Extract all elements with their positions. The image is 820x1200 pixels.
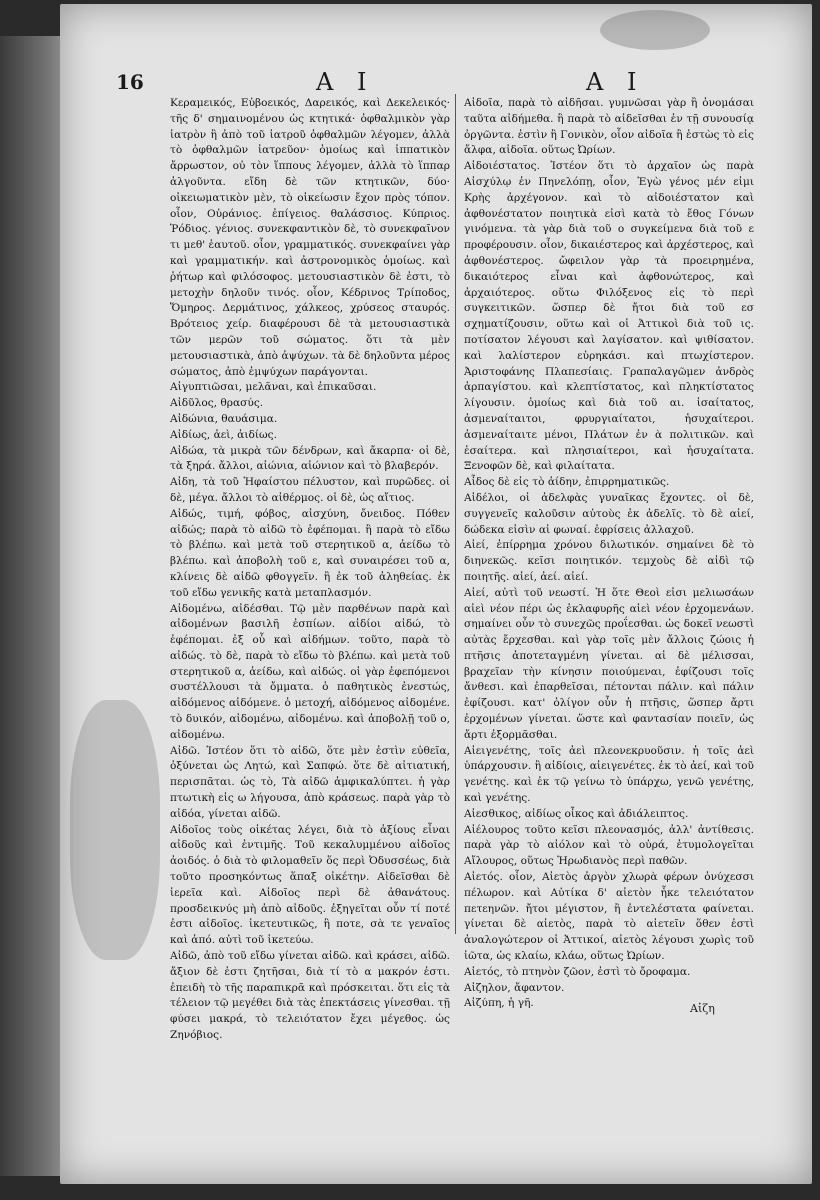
paper-stain bbox=[70, 700, 160, 960]
dictionary-entry: Αἰγυπτιῶσαι, μελᾶναι, καὶ ἐπικαῦσαι. bbox=[170, 381, 377, 394]
dictionary-entry: Αἰδώα, τὰ μικρὰ τῶν δένδρων, καὶ ἄκαρπα· οἱ δὲ, τὰ ξηρά. ἄλλοι, αἰώνια, αἰώνιον καὶ τὸ βλαβερόν. bbox=[170, 444, 450, 473]
dictionary-entry: Αἰεί, αὐτὶ τοῦ νεωστί. Ἡ ὅτε Θεοὶ εἰσι μελιωσάων αἰεὶ νέον πέρι ὡς ἐκλαφυρῆς αἰεὶ νέον ἐρχομενάων. σημαίνει οὖν τὸ συνεχῶς προΐεσθαι. ὡς δοκεῖ νεωστὶ αὐτὰς ἔρχεσθαι. καὶ γὰρ τοῖς μὲν ἄλλοις ζώοις ἡ πτῆσις ἀποτεταγμένη γίνεται. αἱ δὲ μέλισσαι, βραχεῖαν τὴν κίνησιν ποιούμεναι, ἐφίζουσι τοῖς ἄνθεσι. καὶ ἐπαρθεῖσαι, πέτονται πάλιν. καὶ πάλιν ἐφίζουσι. κατ' ὀλίγον οὖν ἡ πτῆσις, ὥσπερ ἄρτι ἐρχομένων γίνεται. ὥστε καὶ φαντασίαν ποιεῖν, ὡς ἄρτι ἐξορμᾶσθαι. bbox=[464, 586, 754, 741]
dictionary-entry: Αἰδῶ. Ἰστέον ὅτι τὸ αἰδῶ, ὅτε μὲν ἐστὶν εὐθεῖα, ὀξύνεται ὡς Λητώ, καὶ Σαπφώ. ὅτε δὲ αἰτιατική, περισπᾶται. ὡς τὸ, Τὰ αἰδῶ ἀμφικαλύπτει. ἡ γὰρ πτωτικὴ εἰς ω λήγουσα, ἀπὸ κράσεως. παρὰ γὰρ τὸ αἰδόα, γίνεται αἰδῶ. bbox=[170, 744, 450, 820]
dictionary-entry: Αἰδίως, ἀεὶ, ἀιδίως. bbox=[170, 428, 277, 441]
dictionary-entry: Αἰειγενέτης, τοῖς ἀεὶ πλεονεκρυοῦσιν. ἡ τοῖς ἀεὶ ὑπάρχουσιν. ἢ αἰδίοις, αἰειγενέτες. ἐκ τὸ ἀεί, καὶ τοῦ γενέτης. καὶ ἐκ τῷ γείνω τὸ ὑπάρχω, γενῶ γενέτης, καὶ γενέτης. bbox=[464, 744, 754, 805]
dictionary-entry: Αἰδοιέστατος. Ἰστέον ὅτι τὸ ἀρχαῖον ὡς παρὰ Αἰσχύλῳ ἐν Πηνελόπῃ, οἷον, Ἐγὼ γένος μέν εἰμι Κρὴς ἀρχέγονον. καὶ τὸ αἰδοιέστατον καὶ ἀφθονέστατον ποιητικὰ εἰσὶ κατὰ τὸ ἔθος Γόνων γινόμενα. τὰ γὰρ διὰ τοῦ ο συγκείμενα διὰ τοῦ ε προφέρουσιν. οἷον, δικαιέστερος καὶ ἀρχέστερος, καὶ ἀφθονέστερος. ὤφειλον γὰρ τὰ προειρημένα, δικαιότερος εἶναι καὶ ἀφθονώτερος, καὶ ἀρχαιότερος. οὕτω Φιλόξενος εἰς τὸ περὶ συγκειτικῶν. ὥσπερ δὲ ἤτοι διὰ τοῦ εσ σχηματίζουσιν, οὕτω καὶ οἱ Ἀττικοὶ διὰ τοῦ ις. ποτίσατον λέγουσι καὶ λαγίσατον. καὶ ψιθίσατον. καὶ λαλίστερον εὑρηκάσι. καὶ πτωχίστερον. Ἀριστοφάνης Πλαπεσίαις. Γραπαλαγῶμεν ἀνδρὸς ἁρπαγίστου. καὶ κλεπτίστατος, καὶ πληκτίστατος λίγουσιν. ὁμοίως καὶ διὰ τοῦ αι. ἰσαίτατος, ἀσμεναίταιτοι, φρυργιαίτατοι, ἡσυχαίτεροι. ἀσμεναίταιτε μένοι, Πλάτων ἐν ὰ πολιτικῶν. καὶ ἑσαίτερα. καὶ πλησιαίτεροι, καὶ ἡσυχαίτατα. Ξενοφῶν δὲ, καὶ φιλαίτατα. bbox=[464, 160, 754, 473]
column-divider bbox=[455, 94, 456, 934]
dictionary-entry: Αἰζηλον, ἄφαντον. bbox=[464, 981, 565, 994]
running-head-right: A I bbox=[586, 68, 645, 96]
right-column bbox=[464, 96, 754, 1012]
running-head-left: A I bbox=[316, 68, 375, 96]
dictionary-entry: Αἰδῶ, ἀπὸ τοῦ εἴδω γίνεται αἰδῶ. καὶ κράσει, αἰδῶ. ἄξιον δὲ ἐστι ζητῆσαι, διὰ τί τὸ α μακρόν ἐστι. ἐπειδὴ τὸ τῆς παραπικρᾶ καὶ πρόσκειται. ὅτι εἰς τὰ τέλειον τῷ μεγέθει διὰ τὰς ἐπεκτάσεις γίνεσθαι. τῇ φύσει μακρά, τὸ τελειότατον ἔχει μέγεθος. ὡς Ζηνόβιος. bbox=[170, 950, 450, 1042]
dictionary-entry: Αἶδος δὲ εἰς τὸ ἀίδην, ἐπιρρηματικῶς. bbox=[464, 476, 670, 489]
dictionary-entry: Αἰδέλοι, οἱ ἀδελφὰς γυναῖκας ἔχοντες. οἱ δὲ, συγγενεῖς καλοῦσιν αὐτοὺς ἐκ ἀδελῖς. τὸ δὲ αἰεί, δώδεκα εἰσὶν αἱ φωναί. ἐφρίσεις ἀλλαχοῦ. bbox=[464, 491, 754, 536]
dictionary-entry: Αἰεσθικος, αἰδίως οἶκος καὶ ἀδιάλειπτος. bbox=[464, 807, 689, 820]
page-number: 16 bbox=[116, 70, 144, 94]
dictionary-entry: Αἰδομένω, αἰδέσθαι. Τῷ μὲν παρθένων παρὰ καὶ αἰδομένων βασιλῆ ἐσπίων. αἰδίοι αἰδώ, τὸ ἐφέπομαι. ἐξ οὗ καὶ αἰδήμων. τοῦτο, παρὰ τὸ αἰδώς. τὸ δὲ, παρὰ τὸ εἴδω τὸ βλέπω. καὶ μετὰ τοῦ στερητικοῦ α, ἀείδω, καὶ αἰδώς. οἱ γὰρ ἐφεπόμενοι συστέλλουσι τὰ ὄμματα. ὁ παθητικὸς ἐνεστώς, αἰδόμενος αἰδόμενε. ὁ μετοχή, αἰδόμενος αἰδομένε. τὸ δυικόν, αἰδομένω, αἰδομένω. καὶ ἀποβολῇ τοῦ ο, αἰδομένω. bbox=[170, 602, 450, 741]
dictionary-entry: Αἰδώνια, θαυάσιμα. bbox=[170, 412, 278, 425]
dictionary-entry: Αἰέλουρος τοῦτο κεῖσι πλεονασμός, ἀλλ' ἀντίθεσις. παρὰ γὰρ τὸ αἰόλον καὶ τὸ οὐρά, ἐτυμολογεῖται Αἴλουρος, οὕτως Ἡρωδιανὸς περὶ παθῶν. bbox=[464, 823, 754, 868]
dictionary-entry: Αἰετός. οἷον, Αἰετὸς ἀργὸν χλωρὰ φέρων ὀνύχεσσι πέλωρον. καὶ Αὐτίκα δ' αἰετὸν ἧκε τελειότατον πετεηνῶν. ἤτοι μέγιστον, ἢ ἐντελέστατα φαίνεται. γίνεται δὲ αἰετὸς, παρὰ τὸ αἰετεῖν ὅθεν ἐστὶ ἀναλογώτερον οἱ Ἀττικοί, αἰετὸς λέγουσι χωρὶς τοῦ ἰῶτα, ὡς κλαίω, κλάω, οὕτως Ὠρίων. bbox=[464, 871, 754, 963]
dictionary-entry: Αἰδώς, τιμή, φόβος, αἰσχύνη, ὄνειδος. Πόθεν αἰδώς; παρὰ τὸ αἰδῶ τὸ ἐφέπομαι. ἢ παρὰ τὸ εἴδω τὸ βλέπω. καὶ μετὰ τοῦ στερητικοῦ α, ἀείδω τὸ βλέπω. καὶ ἀποβολὴ τοῦ ε, καὶ συναιρέσει τοῦ α, κλίνεις δὲ αἰδῶ φθογγεῖν. ἢ ἐκ τοῦ ἀληθείας. ἐκ τοῦ εἴδω γενικῆς κατὰ μεταπλασμόν. bbox=[170, 507, 450, 599]
page-header bbox=[116, 64, 766, 96]
dictionary-entry: Αἰδοῖα, παρὰ τὸ αἰδῆσαι. γυμνῶσαι γὰρ ἢ ὀνομάσαι ταῦτα αἰδήμεθα. ἢ παρὰ τὸ αἰδεῖσθαι ἐν τῇ συνουσίᾳ ὀργῶντα. ἐστὶν ἢ Γονικὸν, οἷον αἰδοῖα ἢ ἑστὼς τὸ εἰς ἄλφα, αἰδοῖα. οὕτως Ὠρίων. bbox=[464, 97, 754, 157]
catchword: Αἰζη bbox=[690, 1002, 715, 1015]
paper-stain bbox=[600, 10, 710, 50]
dictionary-entry: Αἰδοῖος τοὺς οἰκέτας λέγει, διὰ τὸ ἀξίους εἶναι αἰδοῦς καὶ ἐντιμῆς. Τοῦ κεκαλυμμένου αἰδοῖος ἀοιδός. ὁ διὰ τὸ φιλομαθεῖν ὅς περὶ Ὀδυσσέως, διὰ τοῦτο προσηκόντως ἅπαξ οἰκέτην. Αἰδεῖσθαι δὲ ἱερεῖα καὶ. Αἰδοῖος περὶ δὲ ἀθανάτους. προσδεικνύς μὴ ἀπὸ αἰδοῦς. ἐξηγεῖται οὖν τί ποτέ ἐστι αἰδοῖος. ἱκετευτικῶς, ἢ ποτε, σὰ τε γεναῖος καὶ ἀπό. αὐτὶ τοῦ ἱκετεύω. bbox=[170, 823, 450, 947]
left-column bbox=[170, 96, 450, 1044]
dictionary-entry: Αἰεί, ἐπίρρημα χρόνου διλωτικόν. σημαίνει δὲ τὸ διηνεκῶς. κεῖσι ποιητικόν. τεμχοὺς δὲ αἰδὶ τῷ ποιητῆς. αἰεί, ἀεί. αἰεί. bbox=[464, 539, 754, 583]
dictionary-entry: Αἰδῦλος, θρασύς. bbox=[170, 397, 264, 410]
dictionary-entry: Αἰετός, τὸ πτηνὸν ζῶον, ἐστὶ τὸ ὄροφαμα. bbox=[464, 965, 691, 978]
dictionary-entry: Αἰζύπη, ἡ γῆ. bbox=[464, 997, 534, 1010]
dictionary-entry: Αἰδη, τὰ τοῦ Ἡφαίστου πέλυστον, καὶ πυρῶδες. οἱ δὲ, μέγα. ἄλλοι τὸ αἰθέρμος. οἱ δὲ, ὡς αἴτιος. bbox=[170, 476, 450, 504]
dictionary-entry: Κεραμεικός, Εὐβοεικός, Δαρεικός, καὶ Δεκελεικός· τῆς δ' σημαινομένου ὡς κτητικά· ὀφθαλμικὸν γὰρ ἰατρὸν ἢ ἀπὸ τοῦ ἰατροῦ ὀφθαλμῶν λέγομεν, ἀλλὰ τὸ ὀφθαλμῶν ἰατρεῦον· ὁμοίως καὶ ἰππατικὸν ἄρρωστον, οὐ τὸν ἵππους λέγομεν, ἀλλὰ τὸ ἵππαρ ἀλγοῦντα. εἴδη δὲ τῶν κτητικῶν, δύο· οἰκειωματικὸν μὲν, τὸ οἰκείωσιν ἔχον πρὸς τόπον. οἷον, Οὐράνιος. ἐπίγειος. θαλάσσιος. Κύπριος. Ῥόδιος. γένιος. συνεκφαντικὸν δὲ, τὸ συνεκφαῖνον τι μεθ' ἑαυτοῦ. οἷον, γραμματικός. συνεκφαίνει γὰρ καὶ γραμματικήν. καὶ ἀστρονομικὸς ὁμοίως. καὶ ῥήτωρ καὶ φιλόσοφος. μετουσιαστικὸν δὲ ἐστι, τὸ μετοχὴν δηλοῦν τινός. οἷον, Κέδρινος Τρίποδος, Ὅμηρος. Δερμάτινος, χάλκεος, χρύσεος σταυρός. Βρότειος χείρ. διαφέρουσι δὲ τὰ μετουσιαστικὰ τῶν μερῶν τοῦ σώματος. ὅτι τὰ μὲν μετουσιαστικὰ, ἀπὸ ἀψύχων. τὰ δὲ δηλοῦντα μέρος σώματος, ἀπὸ ἐμψύχων παράγονται. bbox=[170, 97, 450, 378]
